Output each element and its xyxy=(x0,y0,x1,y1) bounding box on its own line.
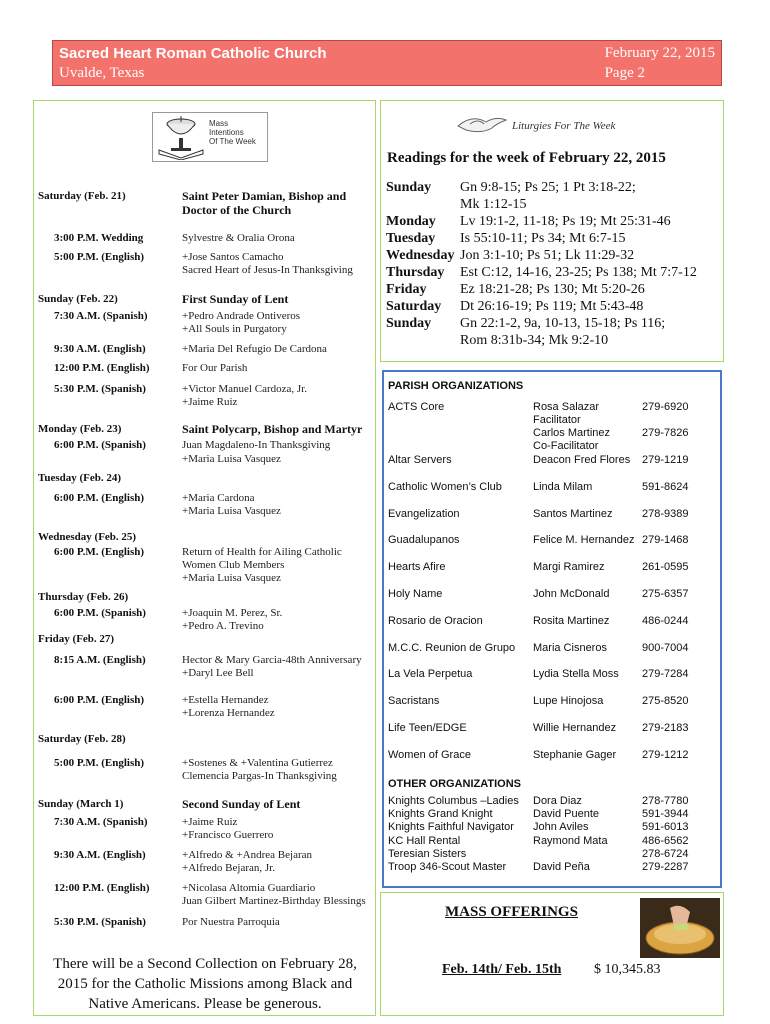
mass-intention: +Estella Hernandez xyxy=(182,694,269,706)
mass-day: Thursday (Feb. 26) xyxy=(38,591,129,603)
mass-time: 7:30 A.M. (Spanish) xyxy=(54,816,148,828)
page-header xyxy=(52,40,722,86)
reading-day: Sunday xyxy=(386,316,432,331)
mass-day: Wednesday (Feb. 25) xyxy=(38,531,137,543)
org-phone: 591-3944 xyxy=(642,808,689,820)
church-city: Uvalde, Texas xyxy=(59,65,145,81)
org-name: Knights Grand Knight xyxy=(388,808,493,820)
mass-time: 7:30 A.M. (Spanish) xyxy=(54,310,148,322)
org-name: Rosario de Oracion xyxy=(388,615,483,627)
reading-day: Thursday xyxy=(386,265,445,280)
reading-day: Tuesday xyxy=(386,231,436,246)
org-name: Troop 346-Scout Master xyxy=(388,861,507,873)
org-contact: Felice M. Hernandez xyxy=(533,534,635,546)
second-collection-notice: There will be a Second Collection on February 28, 2015 for the Catholic Missions among Black and Native Americans. Please be generous. xyxy=(53,956,357,1012)
mass-offerings-title: MASS OFFERINGS xyxy=(445,904,578,920)
org-name: KC Hall Rental xyxy=(388,835,461,847)
org-contact: Carlos Martinez xyxy=(533,427,611,439)
org-contact: Stephanie Gager xyxy=(533,749,617,761)
offering-basket-icon xyxy=(640,898,720,958)
org-phone: 261-0595 xyxy=(642,561,689,573)
org-phone: 279-6920 xyxy=(642,401,689,413)
org-contact: Rosita Martinez xyxy=(533,615,610,627)
reading-text: Dt 26:16-19; Ps 119; Mt 5:43-48 xyxy=(460,299,644,314)
org-contact: Raymond Mata xyxy=(533,835,608,847)
reading-text: Rom 8:31b-34; Mk 9:2-10 xyxy=(460,333,609,348)
feast-title: Saint Peter Damian, Bishop and xyxy=(182,189,347,203)
mass-time: 9:30 A.M. (English) xyxy=(54,849,146,861)
reading-text: Ez 18:21-28; Ps 130; Mt 5:20-26 xyxy=(460,282,645,297)
mass-time: 6:00 P.M. (English) xyxy=(54,546,145,558)
reading-text: Is 55:10-11; Ps 34; Mt 6:7-15 xyxy=(460,231,626,246)
mass-intention: Return of Health for Ailing Catholic xyxy=(182,546,342,558)
mass-intention: +Joaquin M. Perez, Sr. xyxy=(182,607,283,619)
feast-title: Saint Polycarp, Bishop and Martyr xyxy=(182,422,363,436)
mass-intention: +Maria Cardona xyxy=(182,492,255,504)
mass-intention: +Daryl Lee Bell xyxy=(182,667,254,679)
org-contact: Rosa Salazar xyxy=(533,401,600,413)
mass-time: 9:30 A.M. (English) xyxy=(54,343,146,355)
org-name: Catholic Women’s Club xyxy=(388,481,502,493)
mass-intention: +Jose Santos Camacho xyxy=(182,251,284,263)
org-phone: 591-6013 xyxy=(642,821,689,833)
mass-time: 5:00 P.M. (English) xyxy=(54,757,145,769)
mass-time: 5:30 P.M. (Spanish) xyxy=(54,916,146,928)
org-phone: 486-6562 xyxy=(642,835,689,847)
mass-intention: +Pedro A. Trevino xyxy=(182,620,264,632)
church-name: Sacred Heart Roman Catholic Church xyxy=(59,45,327,62)
mass-intention: +Maria Del Refugio De Cardona xyxy=(182,343,327,355)
mass-intention: Sacred Heart of Jesus-In Thanksgiving xyxy=(182,264,353,276)
org-phone: 279-2183 xyxy=(642,722,689,734)
offering-amount: $ 10,345.83 xyxy=(594,962,661,977)
mass-time: 6:00 P.M. (English) xyxy=(54,492,145,504)
org-contact: Facilitator xyxy=(533,414,581,426)
reading-day: Sunday xyxy=(386,180,432,195)
org-phone: 275-6357 xyxy=(642,588,689,600)
mass-intention: For Our Parish xyxy=(182,362,248,374)
mass-time: 12:00 P.M. (English) xyxy=(54,882,150,894)
org-phone: 591-8624 xyxy=(642,481,689,493)
org-name: ACTS Core xyxy=(388,401,445,413)
mass-time: 5:30 P.M. (Spanish) xyxy=(54,383,146,395)
mass-time: 6:00 P.M. (Spanish) xyxy=(54,439,146,451)
dove-icon xyxy=(452,112,512,136)
feast-title: Second Sunday of Lent xyxy=(182,797,301,811)
mass-time: 5:00 P.M. (English) xyxy=(54,251,145,263)
org-name: Evangelization xyxy=(388,508,460,520)
mass-intention: Sylvestre & Oralia Orona xyxy=(182,232,295,244)
mass-day: Tuesday (Feb. 24) xyxy=(38,472,122,484)
mass-time: 8:15 A.M. (English) xyxy=(54,654,146,666)
mass-intentions-logo xyxy=(152,112,268,162)
mass-day: Saturday (Feb. 21) xyxy=(38,190,126,202)
mi-logo-line: Intentions xyxy=(209,128,244,137)
reading-day: Saturday xyxy=(386,299,442,314)
org-name: Women of Grace xyxy=(388,749,471,761)
parish-orgs-title: PARISH ORGANIZATIONS xyxy=(388,380,524,392)
org-phone: 278-6724 xyxy=(642,848,689,860)
reading-day: Friday xyxy=(386,282,427,297)
reading-day: Monday xyxy=(386,214,436,229)
mass-intention: +All Souls in Purgatory xyxy=(182,323,287,335)
org-contact: Deacon Fred Flores xyxy=(533,454,631,466)
mass-intention: Juan Gilbert Martinez-Birthday Blessings xyxy=(182,895,366,907)
reading-text: Est C:12, 14-16, 23-25; Ps 138; Mt 7:7-12 xyxy=(460,265,697,280)
org-name: M.C.C. Reunion de Grupo xyxy=(388,642,516,654)
bulletin-date: February 22, 2015 xyxy=(604,45,715,61)
reading-day: Wednesday xyxy=(386,248,455,263)
mass-intention: +Jaime Ruiz xyxy=(182,816,238,828)
org-phone: 275-8520 xyxy=(642,695,689,707)
mass-time: 6:00 P.M. (English) xyxy=(54,694,145,706)
mass-day: Sunday (March 1) xyxy=(38,798,124,810)
mass-intention: +Sostenes & +Valentina Gutierrez xyxy=(182,757,333,769)
org-contact: Santos Martinez xyxy=(533,508,613,520)
mass-intention: Juan Magdaleno-In Thanksgiving xyxy=(182,439,331,451)
org-contact: Lydia Stella Moss xyxy=(533,668,619,680)
mass-intention: +Maria Luisa Vasquez xyxy=(182,505,281,517)
org-contact: Linda Milam xyxy=(533,481,593,493)
org-contact: John McDonald xyxy=(533,588,610,600)
offering-date: Feb. 14th/ Feb. 15th xyxy=(442,962,562,977)
org-contact: Dora Diaz xyxy=(533,795,582,807)
mass-intention: +Alfredo Bejaran, Jr. xyxy=(182,862,275,874)
mass-time: 6:00 P.M. (Spanish) xyxy=(54,607,146,619)
mass-intention: Clemencia Pargas-In Thanksgiving xyxy=(182,770,337,782)
org-phone: 900-7004 xyxy=(642,642,689,654)
org-phone: 279-7826 xyxy=(642,427,689,439)
org-phone: 486-0244 xyxy=(642,615,689,627)
org-contact: John Aviles xyxy=(533,821,589,833)
page-number: Page 2 xyxy=(604,65,645,81)
org-name: La Vela Perpetua xyxy=(388,668,473,680)
org-name: Knights Faithful Navigator xyxy=(388,821,514,833)
mass-intention: +Jaime Ruiz xyxy=(182,396,238,408)
liturgies-logo xyxy=(452,112,652,136)
feast-title: Doctor of the Church xyxy=(182,203,292,217)
mass-intention: Por Nuestra Parroquia xyxy=(182,916,280,928)
mass-intention: +Pedro Andrade Ontiveros xyxy=(182,310,301,322)
org-contact: David Peña xyxy=(533,861,590,873)
org-name: Altar Servers xyxy=(388,454,452,466)
reading-text: Gn 22:1-2, 9a, 10-13, 15-18; Ps 116; xyxy=(460,316,666,331)
mi-logo-line: Mass xyxy=(209,119,229,128)
chalice-icon xyxy=(155,114,207,160)
feast-title: First Sunday of Lent xyxy=(182,292,289,306)
org-phone: 278-9389 xyxy=(642,508,689,520)
mass-time: 12:00 P.M. (English) xyxy=(54,362,150,374)
org-name: Sacristans xyxy=(388,695,440,707)
org-name: Guadalupanos xyxy=(388,534,460,546)
mass-intention: +Lorenza Hernandez xyxy=(182,707,275,719)
other-orgs-title: OTHER ORGANIZATIONS xyxy=(388,778,522,790)
mass-intention: +Alfredo & +Andrea Bejaran xyxy=(182,849,312,861)
org-name: Teresian Sisters xyxy=(388,848,467,860)
org-contact: Maria Cisneros xyxy=(533,642,607,654)
reading-text: Jon 3:1-10; Ps 51; Lk 11:29-32 xyxy=(460,248,635,263)
mass-intention: +Nicolasa Altomia Guardiario xyxy=(182,882,316,894)
org-name: Knights Columbus –Ladies xyxy=(388,795,519,807)
org-contact: Lupe Hinojosa xyxy=(533,695,604,707)
org-contact: Willie Hernandez xyxy=(533,722,617,734)
mass-time: 3:00 P.M. Wedding xyxy=(54,232,144,244)
mass-intention: +Victor Manuel Cardoza, Jr. xyxy=(182,383,307,395)
org-name: Life Teen/EDGE xyxy=(388,722,467,734)
readings-title: Readings for the week of February 22, 2015 xyxy=(387,150,666,166)
mass-intention: Hector & Mary Garcia-48th Anniversary xyxy=(182,654,362,666)
mass-day: Friday (Feb. 27) xyxy=(38,633,115,645)
mi-logo-line: Of The Week xyxy=(209,137,256,146)
org-phone: 279-2287 xyxy=(642,861,689,873)
mass-intention: +Maria Luisa Vasquez xyxy=(182,572,281,584)
org-phone: 279-7284 xyxy=(642,668,689,680)
mass-day: Saturday (Feb. 28) xyxy=(38,733,126,745)
org-contact: Co-Facilitator xyxy=(533,440,599,452)
org-name: Holy Name xyxy=(388,588,443,600)
org-contact: Margi Ramirez xyxy=(533,561,605,573)
reading-text: Lv 19:1-2, 11-18; Ps 19; Mt 25:31-46 xyxy=(460,214,671,229)
reading-text: Gn 9:8-15; Ps 25; 1 Pt 3:18-22; xyxy=(460,180,636,195)
mass-day: Sunday (Feb. 22) xyxy=(38,293,118,305)
org-phone: 278-7780 xyxy=(642,795,689,807)
mass-intention: +Francisco Guerrero xyxy=(182,829,274,841)
org-phone: 279-1212 xyxy=(642,749,689,761)
org-phone: 279-1219 xyxy=(642,454,689,466)
org-contact: David Puente xyxy=(533,808,600,820)
mass-intention: +Maria Luisa Vasquez xyxy=(182,453,281,465)
reading-text: Mk 1:12-15 xyxy=(460,197,527,212)
org-phone: 279-1468 xyxy=(642,534,689,546)
liturgies-title: Liturgies For The Week xyxy=(512,120,616,132)
org-name: Hearts Afire xyxy=(388,561,446,573)
mass-intention: Women Club Members xyxy=(182,559,285,571)
mass-day: Monday (Feb. 23) xyxy=(38,423,122,435)
